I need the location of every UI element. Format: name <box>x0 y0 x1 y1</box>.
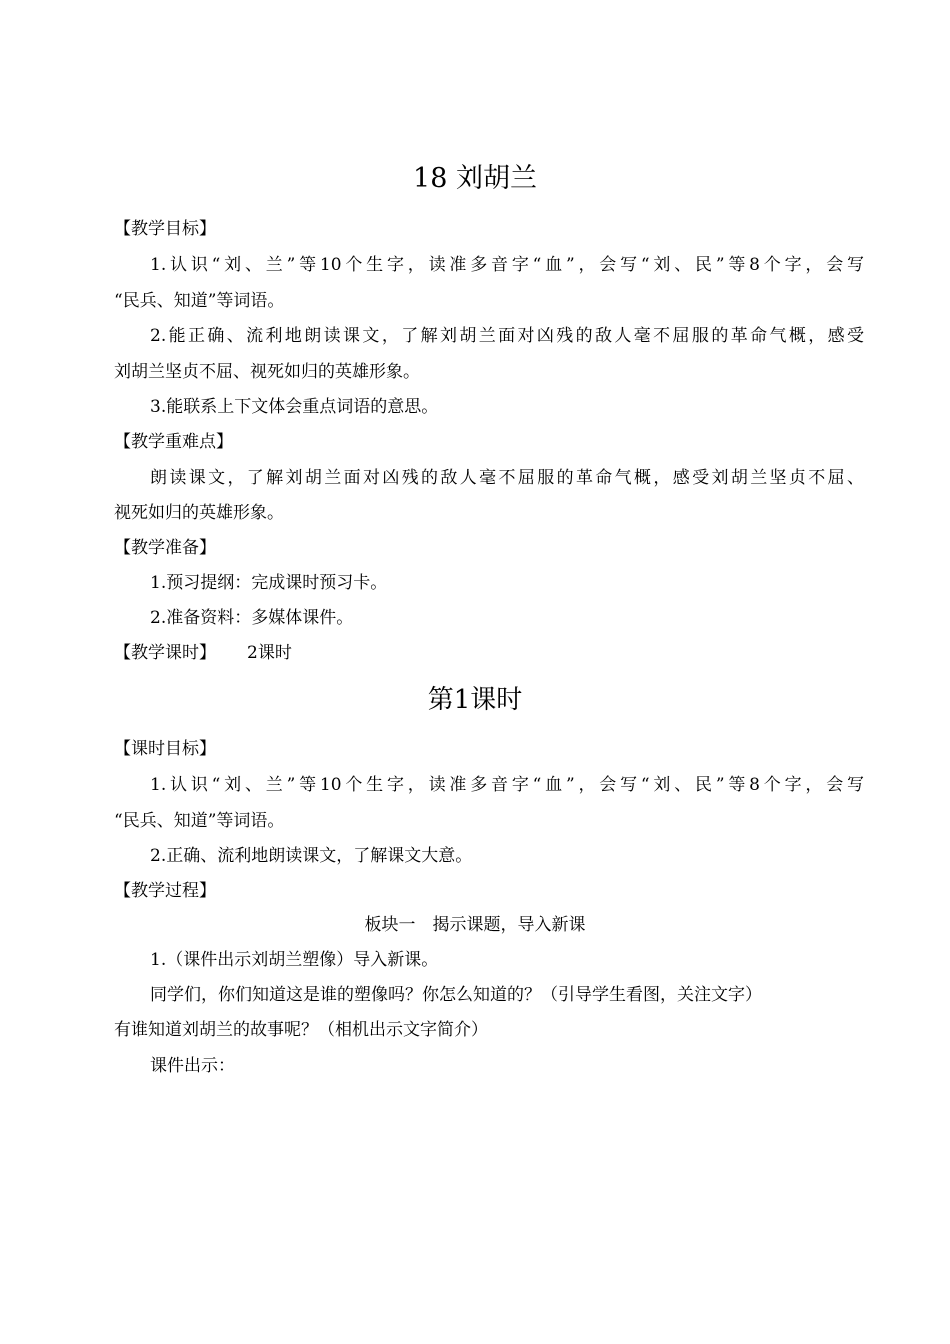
key-points-line-2: 视死如归的英雄形象。 <box>114 503 284 523</box>
paragraph-1-line-1: 同学们，你们知道这是谁的塑像吗？你怎么知道的？（引导学生看图，关注文字） <box>150 985 762 1005</box>
document-title: 18 刘胡兰 <box>413 163 537 194</box>
hours-value: 2课时 <box>247 643 292 663</box>
paragraph-1-line-2: 有谁知道刘胡兰的故事呢？（相机出示文字简介） <box>114 1020 488 1040</box>
hours-heading: 【教学课时】 <box>114 643 216 663</box>
objective-2-line-2: 刘胡兰坚贞不屈、视死如归的英雄形象。 <box>114 362 420 382</box>
preparation-heading: 【教学准备】 <box>114 538 216 558</box>
objective-2-line-1: 2.能正确、流利地朗读课文，了解刘胡兰面对凶残的敌人毫不屈服的革命气概，感受 <box>150 326 864 346</box>
key-points-line-1: 朗读课文，了解刘胡兰面对凶残的敌人毫不屈服的革命气概，感受刘胡兰坚贞不屈、 <box>150 468 864 488</box>
preparation-item-2: 2.准备资料：多媒体课件。 <box>150 608 354 628</box>
lesson-objective-2: 2.正确、流利地朗读课文，了解课文大意。 <box>150 846 473 866</box>
lesson-objective-1-line-1: 1.认识“刘、兰”等10个生字，读准多音字“血”，会写“刘、民”等8个字，会写 <box>150 775 864 795</box>
key-points-heading: 【教学重难点】 <box>114 432 233 452</box>
lesson-objectives-heading: 【课时目标】 <box>114 739 216 759</box>
courseware-label: 课件出示： <box>150 1056 235 1076</box>
objective-1-line-2: “民兵、知道”等词语。 <box>114 291 285 311</box>
block-1-title: 板块一 揭示课题，导入新课 <box>364 915 586 935</box>
preparation-item-1: 1.预习提纲：完成课时预习卡。 <box>150 573 388 593</box>
process-heading: 【教学过程】 <box>114 881 216 901</box>
objective-1-line-1: 1.认识“刘、兰”等10个生字，读准多音字“血”，会写“刘、民”等8个字，会写 <box>150 255 864 275</box>
lesson-1-title: 第1课时 <box>427 685 523 715</box>
objective-3: 3.能联系上下文体会重点词语的意思。 <box>150 397 439 417</box>
lesson-objective-1-line-2: “民兵、知道”等词语。 <box>114 811 285 831</box>
step-1: 1.（课件出示刘胡兰塑像）导入新课。 <box>150 950 439 970</box>
objectives-heading: 【教学目标】 <box>114 219 216 239</box>
